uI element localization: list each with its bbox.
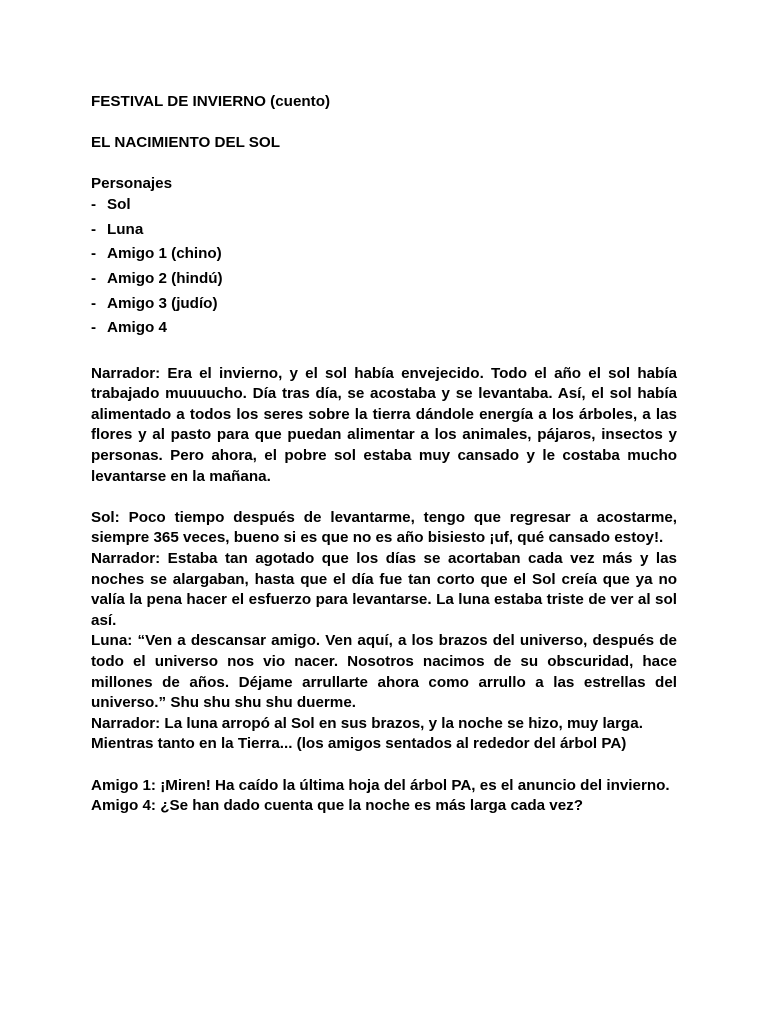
paragraph-narrator-2: Narrador: Estaba tan agotado que los días se acortaban cada vez más y las noches se alargaban, hasta que el día fue tan corto que el Sol creía que ya no valía la pena hacer el esfuerzo para levantarse. La luna estaba triste de ver al sol así. (91, 550, 677, 629)
list-item (91, 195, 677, 216)
list-bullet: - (91, 195, 97, 213)
list-item (91, 318, 677, 339)
list-bullet: - (91, 294, 97, 312)
paragraph-luna: Luna: “Ven a descansar amigo. Ven aquí, a los brazos del universo, después de todo el universo nos vio nacer. Nosotros nacimos de su obscuridad, hace millones de años. Déjame arrullarte ahora como arrullo a las estrellas del universo.” Shu shu shu shu duerme. (91, 632, 677, 712)
character-name: Luna (107, 220, 144, 238)
spacer (91, 113, 677, 134)
list-bullet: - (91, 245, 97, 263)
list-item (91, 220, 677, 241)
character-name: Amigo 4 (107, 319, 167, 337)
spacer (91, 487, 677, 508)
characters-list (91, 195, 677, 339)
characters-heading: Personajes (91, 175, 173, 193)
paragraph-amigo-4: Amigo 4: ¿Se han dado cuenta que la noche es más larga cada vez? (91, 797, 584, 815)
list-item (91, 294, 677, 315)
list-bullet: - (91, 319, 97, 337)
list-bullet: - (91, 220, 97, 238)
paragraph-sol: Sol: Poco tiempo después de levantarme, tengo que regresar a acostarme, siempre 365 veces, bueno si es que no es año bisiesto ¡uf, qué cansado estoy!. (91, 508, 677, 547)
document-title: FESTIVAL DE INVIERNO (cuento) (91, 93, 331, 110)
paragraph-amigo-1: Amigo 1: ¡Miren! Ha caído la última hoja del árbol PA, es el anuncio del invierno. (91, 776, 670, 794)
character-name: Amigo 1 (chino) (107, 245, 222, 263)
spacer (91, 343, 677, 364)
list-item (91, 244, 677, 265)
spacer (91, 154, 677, 175)
paragraph-narrator-3: Narrador: La luna arropó al Sol en sus brazos, y la noche se hizo, muy larga. (91, 714, 643, 732)
character-name: Amigo 3 (judío) (107, 294, 218, 312)
paragraph-meanwhile: Mientras tanto en la Tierra... (los amigos sentados al rededor del árbol PA) (91, 735, 627, 753)
list-item (91, 269, 677, 290)
story-title: EL NACIMIENTO DEL SOL (91, 134, 281, 152)
character-name: Sol (107, 195, 131, 213)
document-page (91, 92, 677, 817)
spacer (91, 755, 677, 776)
character-name: Amigo 2 (hindú) (107, 270, 223, 288)
list-bullet: - (91, 270, 97, 288)
paragraph-narrator-intro: Narrador: Era el invierno, y el sol había envejecido. Todo el año el sol había trabajado muuuucho. Día tras día, se acostaba y se levantaba. Así, el sol había alimentado a todos los seres sobre la tierra dándole energía a los árboles, a las flores y al pasto para que puedan alimentar a los animales, pájaros, insectos y personas. Pero ahora, el pobre sol estaba muy cansado y le costaba mucho levantarse en la mañana. (91, 364, 677, 485)
